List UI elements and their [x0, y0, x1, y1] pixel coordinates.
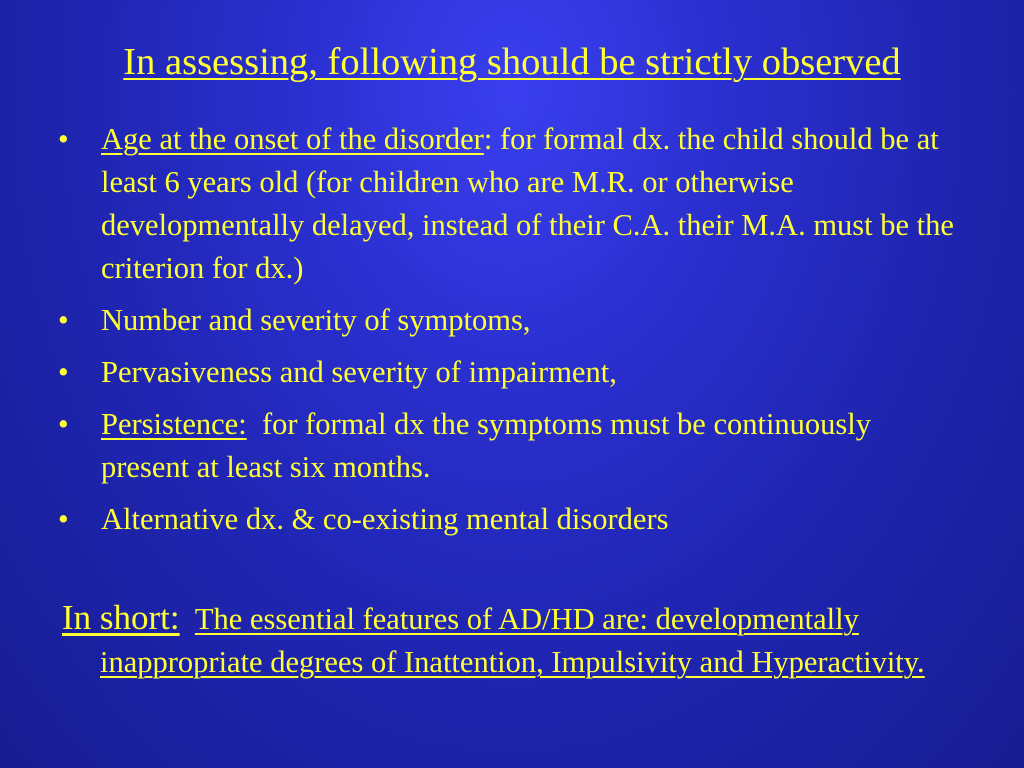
bullet-text: for formal dx the symptoms must be continuously present at least six months. — [101, 407, 879, 484]
bullet-icon: • — [58, 303, 69, 337]
bullet-list — [58, 118, 963, 550]
bullet-text: Pervasiveness and severity of impairment, — [101, 355, 617, 389]
bullet-icon: • — [58, 502, 69, 536]
summary-lead: In short: — [62, 598, 180, 637]
bullet-item-alternative — [58, 498, 963, 541]
bullet-separator: : — [483, 122, 493, 156]
bullet-item-pervasiveness — [58, 351, 963, 394]
bullet-icon: • — [58, 122, 69, 156]
bullet-lead: Persistence: — [101, 407, 247, 441]
bullet-text: for formal dx. the child should be at least 6 years old (for children who are M.R. or otherwise developmentally delayed, instead of their C.A. their M.A. must be the criterion for dx.) — [101, 122, 954, 285]
bullet-item-age-onset — [58, 118, 963, 290]
summary-text: The essential features of AD/HD are: developmentally inappropriate degrees of Inattention, Impulsivity and Hyperactivity. — [100, 602, 925, 679]
slide-title: In assessing, following should be strictly observed — [123, 41, 901, 83]
bullet-item-number-severity — [58, 299, 963, 342]
bullet-icon: • — [58, 355, 69, 389]
bullet-text: Alternative dx. & co-existing mental disorders — [101, 502, 669, 536]
bullet-icon: • — [58, 407, 69, 441]
bullet-text: Number and severity of symptoms, — [101, 303, 531, 337]
bullet-lead: Age at the onset of the disorder — [101, 122, 484, 156]
summary-paragraph — [62, 596, 1020, 684]
bullet-item-persistence — [58, 403, 963, 489]
